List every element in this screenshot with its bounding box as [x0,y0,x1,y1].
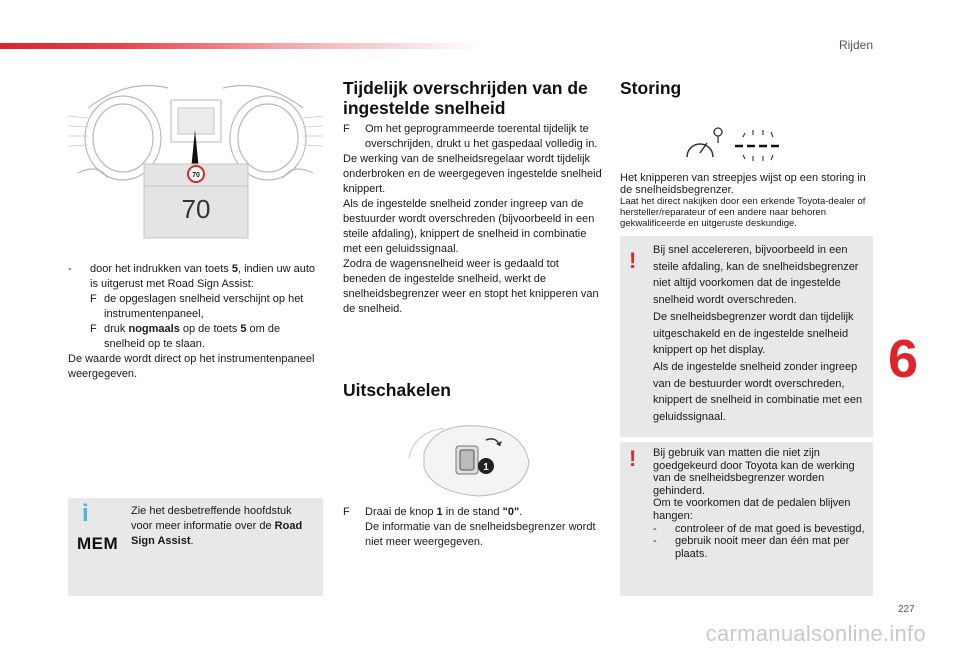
off-text: F Draai de knop 1 in de stand "0". De informatie van de snelheidsbegrenzer wordt niet meer weergegeven. [343,505,603,550]
warning-icon: ! [629,248,637,273]
warning-box-1: ! Bij snel accelereren, bijvoorbeeld in een steile afdaling, kan de snelheidsbegrenzer niet altijd voorkomen dat de ingestelde snelheid wordt overschreden. De snelheidsbegrenzer wordt dan tijdelijk uitgeschakeld en de ingestelde snelheid knippert op het display. Als de ingestelde snelheid zonder ingreep van de bestuurder wordt overschreden, knippert de snelheid in combinatie met een geluidssignaal. [620,236,873,437]
left-column-text: - door het indrukken van toets 5, indien uw auto is uitgerust met Road Sign Assist: F de opgeslagen snelheid verschijnt op het instrumentenpaneel, F druk nogmaals op de toets 5 om de snelheid op te slaan. De waarde wordt direct op het instrumentenpaneel weergegeven. [68,262,324,382]
list-item: F Draai de knop 1 in de stand "0". [343,506,523,518]
sign-value: 70 [192,172,200,179]
list-item: F druk nogmaals op de toets 5 om de snelheid op te slaan. [90,323,281,350]
chapter-number: 6 [888,329,919,389]
info-icon: i [82,500,89,527]
list-item: - controleer of de mat goed is bevestigd, [653,522,865,535]
page-number: 227 [898,604,915,615]
section-heading-storing: Storing [620,78,682,98]
middle-text: F Om het geprogrammeerde toerental tijdelijk te overschrijden, drukt u het gaspedaal volledig in. De werking van de snelheidsregelaar wordt tijdelijk onderbroken en de weergegeven ingestelde snelheid knippert. Als de ingestelde snelheid zonder ingreep van de bestuurder wordt overschreden (bijvoorbeeld in een steile afdaling), knippert de snelheid in combinatie met een geluidssignaal. Zodra de wagensnelheid weer is gedaald tot beneden de ingestelde snelheid, werkt de snelheidsbegrenzer weer en stopt het knipperen van de snelheid. [343,123,602,315]
storing-text: Het knipperen van streepjes wijst op een storing in de snelheidsbegrenzer. Laat het direct nakijken door een erkende Toyota-dealer of hersteller/reparateur of een andere naar behoren gekwalificeerde en uitgeruste deskundige. [620,172,866,229]
instrument-panel-figure [68,78,323,243]
list-item: F de opgeslagen snelheid verschijnt op het instrumentenpaneel, [90,293,304,320]
display-value: 70 [181,194,211,224]
list-item: - gebruik nooit meer dan één mat per plaats. [653,535,850,560]
watermark: carmanualsonline.info [705,621,926,646]
warning-box-2: ! Bij gebruik van matten die niet zijn goedgekeurd door Toyota kan de werking van de snelheidsbegrenzer worden gehinderd. Om te voorkomen dat de pedalen blijven hangen: - controleer of de mat goed is bevestigd, - gebruik nooit meer dan één mat per plaats. [620,442,873,596]
section-title: Rijden [838,38,873,52]
section-heading-uitschakelen: Uitschakelen [343,380,451,400]
knob-number: 1 [483,462,489,473]
section-heading-overschrijden: Tijdelijk overschrijden van de ingestelde snelheid [343,78,588,118]
list-item: - door het indrukken van toets 5, indien uw auto is uitgerust met Road Sign Assist: [68,263,316,290]
warning-icon: ! [629,446,637,471]
mem-label: MEM [77,534,119,553]
info-box [68,498,323,596]
knob-figure [404,418,544,500]
header-accent-bar [0,43,480,49]
fault-indicator-figure [683,125,795,165]
speedometer-icon [687,143,713,157]
info-text: Zie het desbetreffende hoofdstuk voor meer informatie over de Road Sign Assist. [131,505,303,547]
list-item: F Om het geprogrammeerde toerental tijdelijk te overschrijden, drukt u het gaspedaal volledig in. [343,123,598,150]
